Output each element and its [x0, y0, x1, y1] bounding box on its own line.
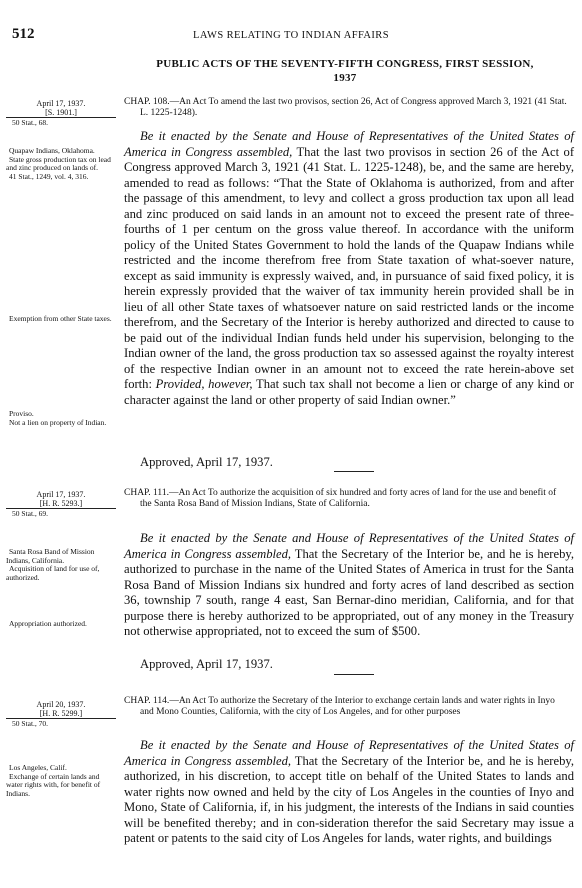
- session-title: [120, 57, 570, 85]
- act1-note: 41 Stat., 1249, vol. 4, 316.: [9, 171, 89, 181]
- act2-body: [124, 531, 574, 640]
- act2-chapter-heading: CHAP. 111.—An Act To authorize the acquisition of six hundred and forty acres of land for the use and benefit of the Santa Rosa Band of Mission Indians, State of California.: [124, 488, 557, 509]
- act1-note: Quapaw Indians, Oklahoma.: [9, 146, 95, 155]
- act1-enacting-clause: Be it enacted by the Senate and House of Representatives of the United States of America in Congress assembled,: [124, 129, 574, 159]
- act2-note: Santa Rosa Band of Mission Indians, California.: [6, 547, 95, 565]
- act1-note: Exemption from other State taxes.: [9, 314, 112, 323]
- act3-chapter: CHAP. 114.: [124, 696, 170, 706]
- act3-stat: 50 Stat., 70.: [12, 719, 49, 728]
- act2-approved: Approved, April 17, 1937.: [140, 657, 273, 671]
- act3-body: [124, 738, 574, 847]
- act3-note: Exchange of certain lands and water rights with, for benefit of Indians.: [6, 771, 101, 798]
- act1-body: [124, 129, 574, 408]
- page-number: 512: [12, 26, 35, 42]
- act2-chapter: CHAP. 111.: [124, 488, 169, 498]
- act3-bill: [H. R. 5299.]: [6, 709, 116, 719]
- act2-end-rule: [334, 674, 374, 675]
- running-head: LAWS RELATING TO INDIAN AFFAIRS: [193, 30, 389, 41]
- act2-note: Acquisition of land for use of, authorized.: [6, 564, 100, 582]
- act3-enacting-clause: Be it enacted by the Senate and House of Representatives of the United States of America in Congress assembled,: [124, 738, 574, 768]
- act3-note: Los Angeles, Calif.: [9, 763, 67, 772]
- act2-margin-notes: [6, 548, 116, 582]
- act1-date: April 17, 1937.: [36, 99, 86, 108]
- act1-margin-notes: [6, 147, 116, 181]
- act1-margin-exemption: [6, 315, 116, 324]
- act2-stat: 50 Stat., 69.: [12, 509, 49, 518]
- act2-margin-header: [6, 490, 116, 519]
- session-title-line1: PUBLIC ACTS OF THE SEVENTY-FIFTH CONGRESS, FIRST SESSION,: [156, 58, 534, 70]
- act1-chapter-title: An Act To amend the last two provisos, section 26, Act of Congress approved March 3, 1921 (41 Stat. L. 1225-1248).: [140, 97, 567, 118]
- act1-proviso-text: That such tax shall not become a lien or charge of any kind or character against the land or other property of said Indian owner.”: [124, 377, 574, 407]
- act2-bill: [H. R. 5293.]: [6, 499, 116, 509]
- act1-note: Not a lien on property of Indian.: [9, 417, 107, 427]
- act3-margin-header: [6, 700, 116, 729]
- act2-text: That the Secretary of the Interior be, and he is hereby, authorized to purchase in the name of the United States of America in trust for the Santa Rosa Band of Mission Indians six hundred and forty acres of land described as section 36, township 7 south, range 4 east, San Bernar-dino meridian, California, and for that purpose there is hereby authorized to be appropriated, out of any money in the Treasury not otherwise appropriated, not to exceed the sum of $500.: [124, 546, 575, 638]
- act2-margin-appropriation: [6, 620, 116, 629]
- act1-note: State gross production tax on lead and zinc produced on lands of.: [6, 154, 111, 172]
- act2-enacting-clause: Be it enacted by the Senate and House of Representatives of the United States of America in Congress assembled,: [124, 531, 574, 561]
- act1-bill: [S. 1901.]: [6, 108, 116, 118]
- session-title-line2: 1937: [333, 72, 357, 84]
- act2-note: Appropriation authorized.: [9, 619, 87, 628]
- act1-margin-proviso: [6, 410, 116, 427]
- act3-margin-notes: [6, 764, 116, 798]
- act3-chapter-heading: CHAP. 114.—An Act To authorize the Secretary of the Interior to exchange certain lands and water rights in Inyo and Mono Counties, California, with the city of Los Angeles, and for other purposes: [124, 696, 555, 717]
- act3-date: April 20, 1937.: [36, 700, 86, 709]
- act1-stat: 50 Stat., 68.: [12, 118, 49, 127]
- act2-chapter-title: An Act To authorize the acquisition of six hundred and forty acres of land for the use and benefit of the Santa Rosa Band of Mission Indians, State of California.: [140, 488, 557, 509]
- act3-text: That the Secretary of the Interior be, and he is hereby, authorized, in his discretion, to accept title on behalf of the United States to lands and water rights now owned and held by the city of Los Angeles in the counties of Inyo and Mono, State of California, if, in his judgment, the interests of the Indians in said counties will be benefited thereby; and in con-sideration therefor the said Secretary may issue a patent or patents to the said city of Los Angeles for lands, water rights, and buildings: [124, 753, 575, 845]
- act1-chapter: CHAP. 108.: [124, 97, 170, 107]
- act1-proviso-lead: Provided, however,: [155, 377, 253, 391]
- act1-approved: Approved, April 17, 1937.: [140, 455, 273, 469]
- act2-date: April 17, 1937.: [36, 490, 86, 499]
- act1-margin-header: [6, 99, 116, 128]
- act1-chapter-heading: CHAP. 108.—An Act To amend the last two provisos, section 26, Act of Congress approved March 3, 1921 (41 Stat. L. 1225-1248).: [124, 97, 567, 118]
- act1-text: That the last two provisos in section 26 of the Act of Congress approved March 3, 1921 (41 Stat. L. 1225-1248), be, and the same are hereby, amended to read as follows: “That the State of Oklahoma is authorized, from and after the passage of this amendment, to levy and collect a gross production tax upon all lead and zinc produced on said lands in an amount not to exceed the present rate of three-fourths of 1 per centum on the gross value thereof. In accordance with the uniform policy of the United States Government to hold the lands of the Quapaw Indians while restricted and the income therefrom free from State taxation of what-soever nature, except as said immunity is expressly waived, and, in pursuance of said fixed policy, it is herein expressly provided that the waiver of tax immunity herein provided shall be in lieu of all other State taxes of whatsoever nature on said restricted lands or the income therefrom, and the Secretary of the Interior is hereby authorized and directed to cause to be paid out of the individual Indian funds held under his supervision, belonging to the Indian owner of the land, the gross production tax so assessed against the royalty interest of the respective Indian owner in an amount not to exceed the rate herein-above set forth:: [124, 144, 575, 391]
- act1-end-rule: [334, 471, 374, 472]
- act3-chapter-title: An Act To authorize the Secretary of the Interior to exchange certain lands and water rights in Inyo and Mono Counties, California, with the city of Los Angeles, and for other purposes: [140, 696, 555, 717]
- act1-note: Proviso.: [9, 409, 34, 418]
